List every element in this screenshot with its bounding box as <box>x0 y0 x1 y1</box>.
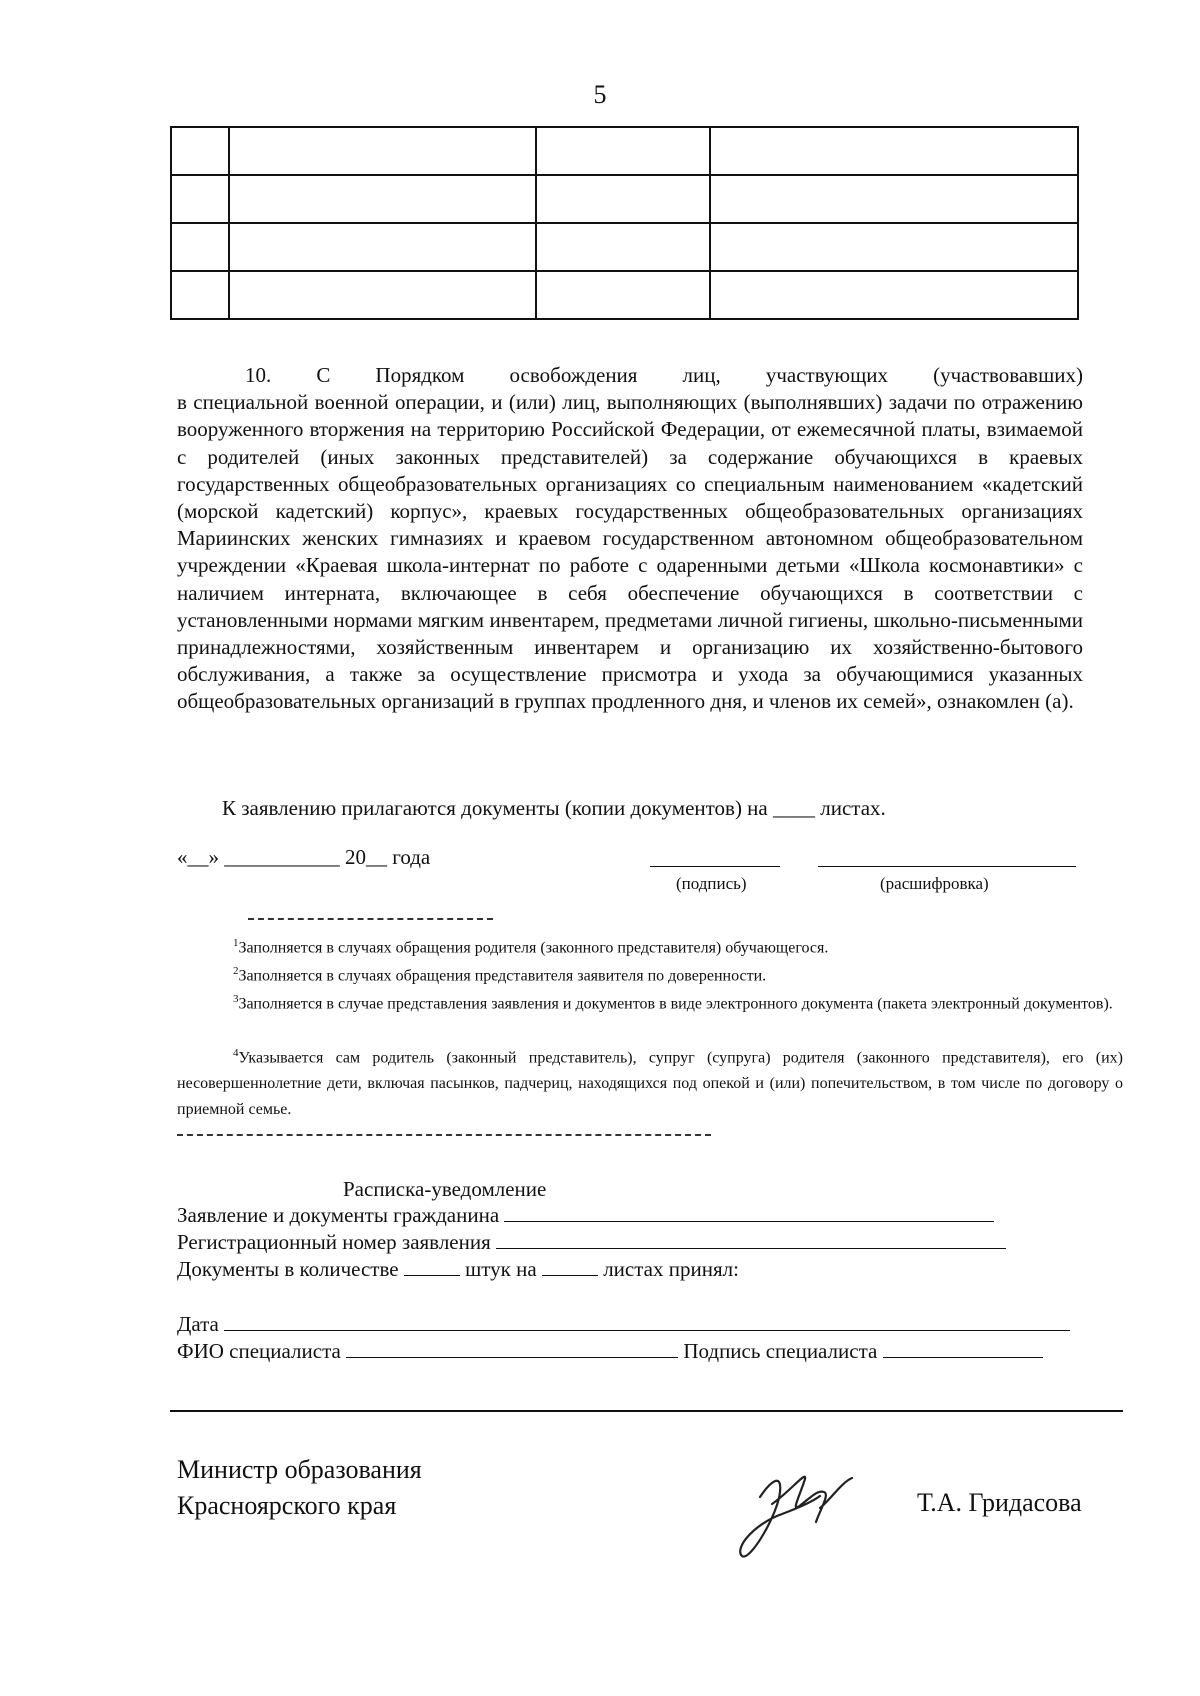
signatory-position <box>177 1452 422 1524</box>
table-cell <box>710 271 1078 319</box>
decoding-caption: (расшифровка) <box>880 874 989 893</box>
table-row <box>171 127 1078 175</box>
position-line: Красноярского края <box>177 1491 397 1520</box>
table-cell <box>171 271 229 319</box>
position-line: Министр образования <box>177 1455 422 1484</box>
footnote-3 <box>177 986 1123 1017</box>
receipt-label: Документы в количестве <box>177 1257 399 1281</box>
footnote-separator <box>248 918 493 920</box>
footnote-2 <box>177 958 1123 989</box>
footnote-number: 2 <box>233 965 239 977</box>
table-cell <box>536 127 710 175</box>
receipt-label: ФИО специалиста <box>177 1339 341 1363</box>
receipt-docs-count <box>177 1257 739 1282</box>
footnote-text: Заполняется в случаях обращения представителя заявителя по доверенности. <box>238 967 767 985</box>
receipt-separator <box>177 1134 711 1136</box>
receipt-title: Расписка-уведомление <box>343 1177 547 1201</box>
docs-count-field[interactable] <box>404 1257 460 1276</box>
receipt-label: Дата <box>177 1312 219 1336</box>
receipt-reg-number <box>177 1230 1006 1255</box>
footnote-text: Заполняется в случаях обращения родителя (законного представителя) обучающегося. <box>238 939 829 957</box>
paragraph-body: в специальной военной операции, и (или) лиц, выполняющих (выполнявших) задачи по отражению вооруженного вторжения на территорию Российской Федерации, от ежемесячной платы, взимаемой с родителей (иных законных представителей) за содержание обучающихся в краевых государственных общеобразовательных организациях со специальным наименованием «кадетский (морской кадетский) корпус», краевых государственных общеобразовательных организациях Мариинских женских гимназиях и краевом государственном автономном общеобразовательном учреждении «Краевая школа-интернат по работе с одаренными детьми «Школа космонавтики» с наличием интерната, включающее в себя обеспечение обучающихся в соответствии с установленными нормами мягким инвентарем, предметами личной гигиены, школьно-письменными принадлежностями, хозяйственным инвентарем и организацию их хозяйственно-бытового обслуживания, а также за осуществление присмотра и ухода за обучающимися указанных общеобразовательных организаций в группах продленного дня, и членов их семей», ознакомлен (а). <box>177 390 1083 714</box>
table-cell <box>710 175 1078 223</box>
receipt-date <box>177 1312 1070 1337</box>
page-number: 5 <box>593 80 607 109</box>
receipt-label: штук на <box>465 1257 537 1281</box>
receipt-label: листах принял: <box>603 1257 739 1281</box>
receipt-label: Подпись специалиста <box>683 1339 878 1363</box>
footnote-4 <box>177 1040 1123 1123</box>
familiarization-paragraph <box>177 362 1083 716</box>
table-cell <box>710 223 1078 271</box>
signature-line <box>650 866 780 867</box>
table-cell <box>171 175 229 223</box>
table-row <box>171 223 1078 271</box>
table-cell <box>710 127 1078 175</box>
paragraph-first-line: 10. С Порядком освобождения лиц, участвующих (участвовавших) <box>245 363 1083 387</box>
decoding-line <box>818 866 1076 867</box>
table-cell <box>536 271 710 319</box>
table-cell <box>229 271 536 319</box>
specialist-name-field[interactable] <box>346 1339 678 1358</box>
signature-caption: (подпись) <box>676 874 747 893</box>
footnote-number: 4 <box>233 1047 239 1059</box>
table-cell <box>229 175 536 223</box>
footnote-number: 1 <box>233 937 239 949</box>
table-row <box>171 175 1078 223</box>
table-cell <box>536 175 710 223</box>
table-cell <box>171 223 229 271</box>
horizontal-rule <box>170 1410 1123 1412</box>
reg-number-field[interactable] <box>496 1230 1006 1249</box>
footnote-1 <box>177 930 1123 961</box>
footnote-number: 3 <box>233 993 239 1005</box>
receipt-label: Регистрационный номер заявления <box>177 1230 491 1254</box>
table-cell <box>229 127 536 175</box>
handwritten-signature-icon <box>720 1452 880 1572</box>
footnote-text: Заполняется в случае представления заявления и документов в виде электронного документа (пакета электронный документов). <box>238 995 1113 1013</box>
citizen-docs-field[interactable] <box>504 1203 994 1222</box>
receipt-specialist <box>177 1339 1043 1364</box>
signatory-name: Т.А. Гридасова <box>917 1488 1082 1517</box>
specialist-signature-field[interactable] <box>883 1339 1043 1358</box>
table-row <box>171 271 1078 319</box>
receipt-citizen-docs <box>177 1203 994 1228</box>
footnote-text: Указывается сам родитель (законный представитель), супруг (супруга) родителя (законного представителя), его (их) несовершеннолетние дети, включая пасынков, падчериц, находящихся под опекой и (или) попечительством, в том числе по договору о приемной семье. <box>177 1049 1123 1119</box>
date-field[interactable] <box>224 1312 1070 1331</box>
table-cell <box>229 223 536 271</box>
table-cell <box>536 223 710 271</box>
receipt-label: Заявление и документы гражданина <box>177 1203 500 1227</box>
attachment-line: К заявлению прилагаются документы (копии документов) на ____ листах. <box>222 796 886 820</box>
form-table <box>170 126 1079 320</box>
sheets-count-field[interactable] <box>542 1257 598 1276</box>
date-line: «__» ___________ 20__ года <box>177 845 431 869</box>
table-cell <box>171 127 229 175</box>
